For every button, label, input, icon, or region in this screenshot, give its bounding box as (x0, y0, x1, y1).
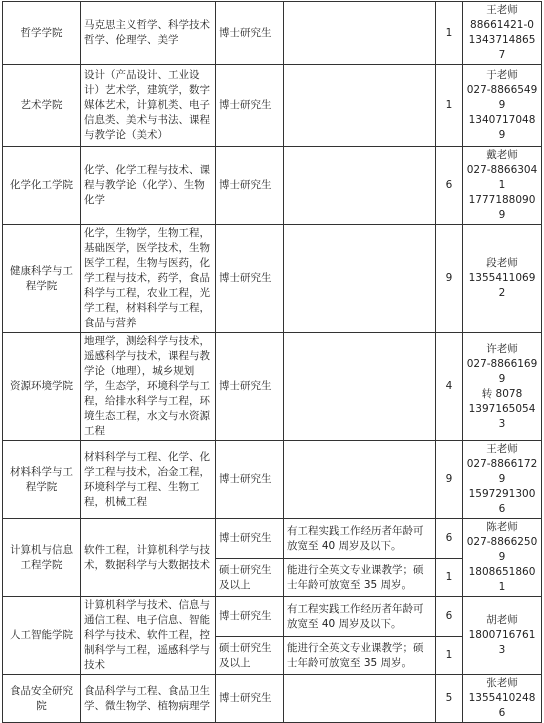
contact-mobile: 18086518601 (468, 566, 536, 593)
contact-cell (463, 2, 542, 65)
requirement-cell (284, 333, 436, 441)
degree-cell: 博士研究生 (216, 597, 284, 637)
contact-mobile: 13437148657 (468, 34, 536, 61)
contact-mobile: 18007167613 (468, 629, 536, 656)
contact-name: 王老师 (486, 443, 518, 455)
contact-cell (463, 333, 542, 441)
college-cell: 化学化工学院 (3, 147, 81, 225)
count-cell: 1 (436, 559, 463, 597)
table-row (3, 333, 542, 441)
majors-cell: 地理学，测绘科学与技术，遥感科学与技术，课程与教学论（地理），城乡规划学，生态学，环境科学与工程，给排水科学与工程，环境生态工程，水文与水资源工程 (81, 333, 216, 441)
contact-cell (463, 65, 542, 147)
table-row (3, 65, 542, 147)
contact-phone: 027-88663041 (466, 164, 538, 191)
majors-cell: 设计（产品设计、工业设计）艺术学，建筑学，数字媒体艺术，计算机类、电子信息类、美术与书法、课程与教学论（美术） (81, 65, 216, 147)
count-cell: 6 (436, 597, 463, 637)
contact-name: 张老师 (486, 677, 518, 689)
majors-cell: 计算机科学与技术、信息与通信工程、电子信息、智能科学与技术、软件工程，控制科学与工程，遥感科学与技术 (81, 597, 216, 675)
college-cell: 材料科学与工程学院 (3, 441, 81, 519)
degree-cell: 博士研究生 (216, 65, 284, 147)
count-cell: 1 (436, 637, 463, 675)
majors-cell: 马克思主义哲学、科学技术哲学、伦理学、美学 (81, 2, 216, 65)
contact-name: 于老师 (486, 69, 518, 81)
degree-cell: 博士研究生 (216, 2, 284, 65)
college-cell: 计算机与信息工程学院 (3, 519, 81, 597)
degree-cell: 硕士研究生及以上 (216, 637, 284, 675)
contact-name: 许老师 (486, 342, 518, 355)
contact-name: 段老师 (486, 257, 518, 269)
contact-cell (463, 225, 542, 333)
degree-cell: 硕士研究生及以上 (216, 559, 284, 597)
requirement-cell (284, 65, 436, 147)
contact-phone: 027-88661729 (466, 458, 538, 485)
contact-mobile: 13407170489 (468, 114, 536, 141)
count-cell: 4 (436, 333, 463, 441)
contact-name: 戴老师 (486, 149, 518, 161)
table-row (3, 597, 542, 637)
college-cell: 健康科学与工程学院 (3, 225, 81, 333)
contact-phone: 027-88665499 (466, 84, 538, 111)
degree-cell: 博士研究生 (216, 441, 284, 519)
majors-cell: 化学，生物学，生物工程，基础医学，医学技术，生物医学工程，生物与医药，化学工程与技术，药学，食品科学与工程，农业工程，光学工程，材料科学与工程，食品与营养 (81, 225, 216, 333)
college-cell: 哲学学院 (3, 2, 81, 65)
majors-cell: 软件工程，计算机科学与技术，数据科学与大数据技术 (81, 519, 216, 597)
contact-name: 王老师 (486, 4, 518, 16)
contact-phone: 88661421-0 (470, 19, 534, 31)
contact-name: 胡老师 (486, 614, 518, 626)
requirement-cell (284, 2, 436, 65)
requirement-cell (284, 441, 436, 519)
count-cell: 9 (436, 441, 463, 519)
contact-mobile: 13554110692 (468, 272, 536, 299)
contact-mobile: 13971650543 (468, 402, 536, 430)
contact-phone: 027-88662509 (466, 536, 538, 563)
contact-cell (463, 147, 542, 225)
majors-cell: 材料科学与工程、化学、化学工程与技术，冶金工程，环境科学与工程、生物工程，机械工程 (81, 441, 216, 519)
table-row (3, 675, 542, 723)
count-cell: 6 (436, 147, 463, 225)
majors-cell: 食品科学与工程、食品卫生学、微生物学、植物病理学 (81, 675, 216, 723)
requirement-cell: 能进行全英文专业课教学；硕士年龄可放宽至 35 周岁。 (284, 637, 436, 675)
table-body (3, 2, 542, 723)
contact-cell (463, 441, 542, 519)
majors-cell: 化学、化学工程与技术、课程与教学论（化学）、生物化学 (81, 147, 216, 225)
count-cell: 1 (436, 65, 463, 147)
contact-cell (463, 597, 542, 675)
table-row (3, 225, 542, 333)
college-cell: 食品安全研究院 (3, 675, 81, 723)
requirement-cell (284, 225, 436, 333)
requirement-cell (284, 147, 436, 225)
contact-cell (463, 675, 542, 723)
table-row (3, 147, 542, 225)
contact-extension: 转 8078 (481, 387, 523, 400)
table-row (3, 441, 542, 519)
contact-mobile: 15972913006 (468, 488, 536, 515)
table-row (3, 2, 542, 65)
contact-cell (463, 519, 542, 597)
degree-cell: 博士研究生 (216, 225, 284, 333)
count-cell: 9 (436, 225, 463, 333)
degree-cell: 博士研究生 (216, 675, 284, 723)
table-row (3, 519, 542, 559)
degree-cell: 博士研究生 (216, 333, 284, 441)
requirement-cell: 能进行全英文专业课教学；硕士年龄可放宽至 35 周岁。 (284, 559, 436, 597)
recruitment-table (2, 1, 542, 723)
contact-name: 陈老师 (486, 521, 518, 533)
contact-mobile: 13554102486 (468, 692, 536, 719)
college-cell: 资源环境学院 (3, 333, 81, 441)
college-cell: 人工智能学院 (3, 597, 81, 675)
college-cell: 艺术学院 (3, 65, 81, 147)
contact-mobile: 17771880909 (468, 194, 536, 221)
count-cell: 1 (436, 2, 463, 65)
degree-cell: 博士研究生 (216, 147, 284, 225)
contact-phone: 027-88661699 (466, 357, 538, 385)
degree-cell: 博士研究生 (216, 519, 284, 559)
requirement-cell (284, 675, 436, 723)
requirement-cell: 有工程实践工作经历者年龄可放宽至 40 周岁及以下。 (284, 519, 436, 559)
count-cell: 5 (436, 675, 463, 723)
requirement-cell: 有工程实践工作经历者年龄可放宽至 40 周岁及以下。 (284, 597, 436, 637)
count-cell: 6 (436, 519, 463, 559)
